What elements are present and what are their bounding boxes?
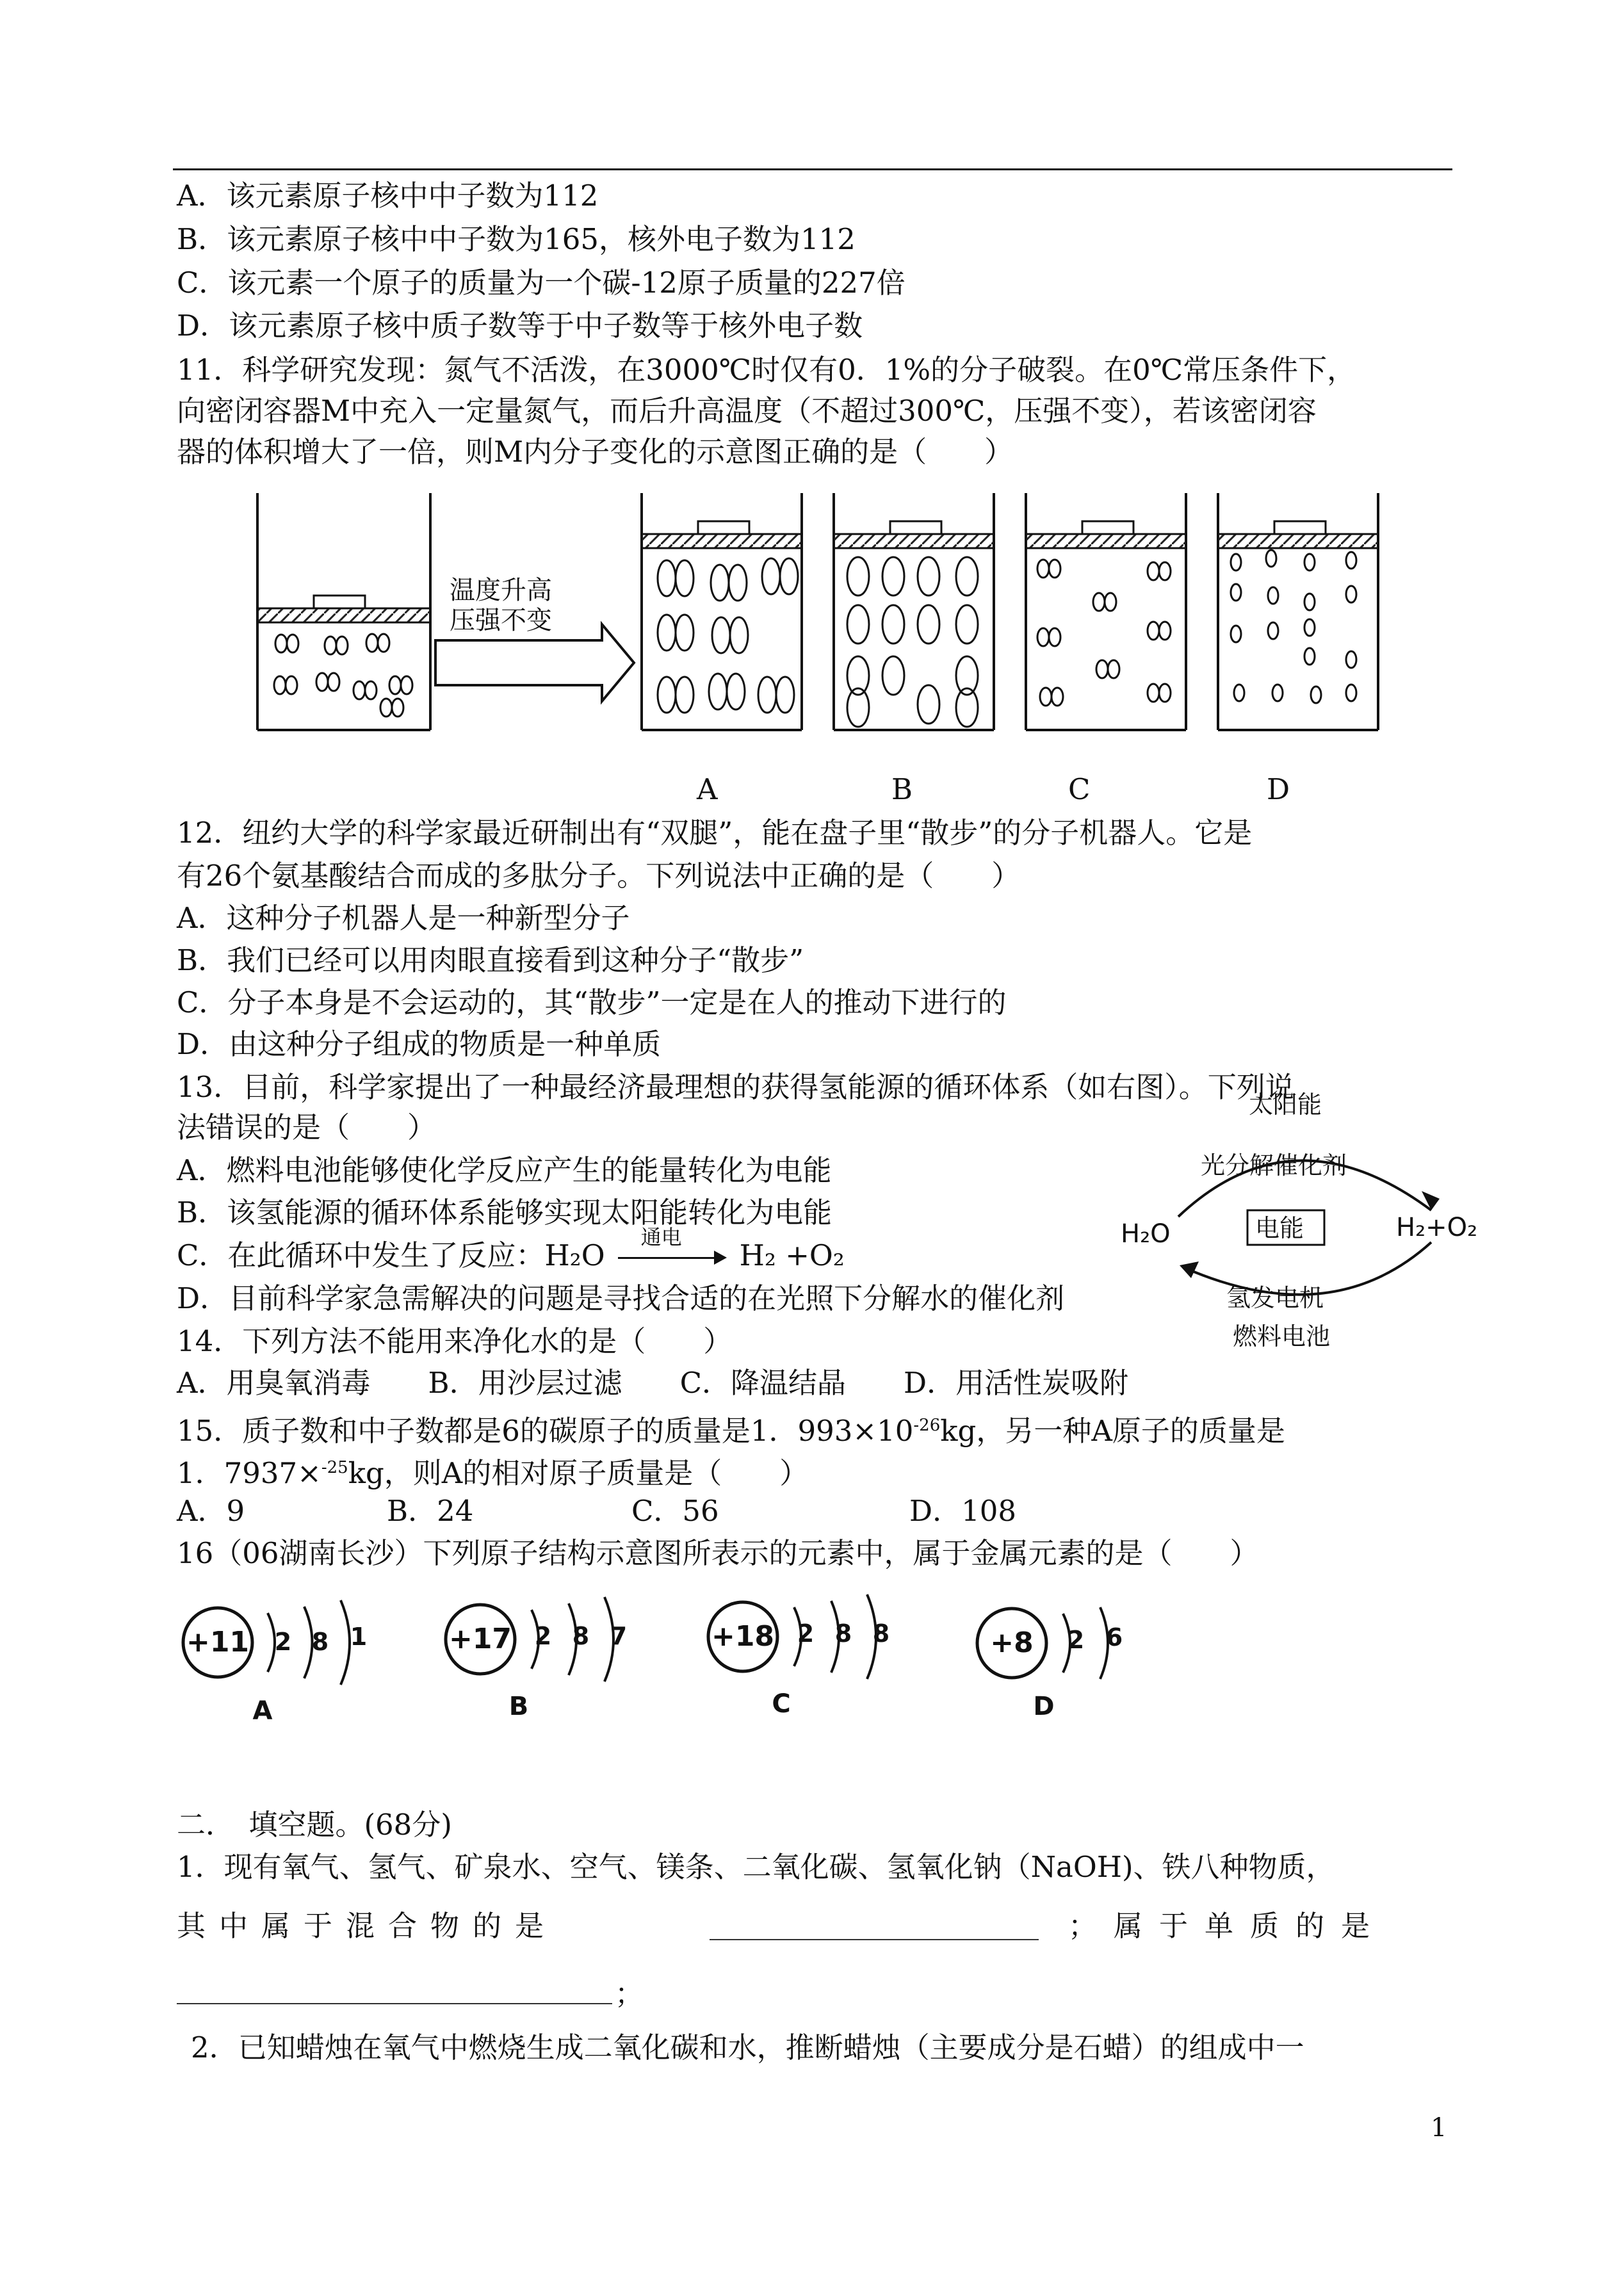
atom-c-nucleus: +18 (711, 1620, 775, 1653)
q15-line1-b: kg，另一种A原子的质量是 (940, 1414, 1285, 1448)
reaction-arrow (618, 1224, 727, 1271)
q14-options: A．用臭氧消毒 B．用沙层过滤 C．降温结晶 D．用活性炭吸附 (177, 1366, 1129, 1400)
q15-line1-sup: -26 (913, 1416, 941, 1435)
q13-option-d: D．目前科学家急需解决的问题是寻找合适的在光照下分解水的催化剂 (177, 1281, 1065, 1315)
sun-label: 太阳能 (1249, 1091, 1322, 1119)
q10-option-b: B．该元素原子核中中子数为165，核外电子数为112 (177, 222, 856, 256)
atom-a-nucleus: +11 (186, 1626, 250, 1658)
q13-stem-2: 法错误的是（ ） (177, 1110, 437, 1144)
atom-d-nucleus: +8 (990, 1626, 1034, 1659)
atom-a (183, 1600, 367, 1726)
q11-molecule-diagram (243, 487, 1396, 756)
q13-stem-1: 13．目前，科学家提出了一种最经济最理想的获得氢能源的循环体系（如右图）。下列说 (177, 1070, 1294, 1104)
reaction-right: H₂ +O₂ (739, 1238, 845, 1272)
q11-stem-3: 器的体积增大了一倍，则M内分子变化的示意图正确的是（ ） (177, 435, 1014, 469)
header-rule (173, 168, 1452, 170)
atom-c-shell-1: 2 (797, 1619, 815, 1648)
q15-option-c: C．56 (631, 1494, 719, 1528)
q11-label-a: A (697, 772, 718, 806)
atom-b-shell-1: 2 (534, 1622, 552, 1650)
atom-a-shell-3: 1 (350, 1623, 368, 1651)
atom-b-shell-3: 7 (610, 1622, 628, 1650)
reaction-condition: 通电 (640, 1224, 682, 1249)
q10-option-c: C．该元素一个原子的质量为一个碳-12原子质量的227倍 (177, 266, 905, 300)
hydrogen-cycle-diagram (1101, 1082, 1498, 1370)
q10-option-a: A．该元素原子核中中子数为112 (177, 179, 599, 213)
catalyst-label: 光分解催化剂 (1201, 1151, 1347, 1180)
q11-label-d: D (1267, 772, 1290, 806)
atom-d-shell-2: 6 (1105, 1623, 1123, 1651)
option-a-container (642, 493, 802, 730)
q15-line2-a: 1．7937× (177, 1456, 321, 1490)
q15-option-d: D．108 (909, 1494, 1016, 1528)
atom-b-nucleus: +17 (448, 1623, 512, 1655)
q12-option-d: D．由这种分子组成的物质是一种单质 (177, 1027, 662, 1061)
atom-structure-diagrams (173, 1588, 1198, 1729)
element-answer-blank[interactable] (177, 2003, 612, 2004)
atom-d-label: D (1033, 1692, 1055, 1721)
q12-stem-1: 12．纽约大学的科学家最近研制出有“双腿”，能在盘子里“散步”的分子机器人。它是 (177, 816, 1253, 850)
q16-stem: 16（06湖南长沙）下列原子结构示意图所表示的元素中，属于金属元素的是（ ） (177, 1536, 1259, 1570)
atom-c-shell-2: 8 (834, 1619, 852, 1648)
q10-option-d: D．该元素原子核中质子数等于中子数等于核外电子数 (177, 309, 863, 343)
mixture-answer-blank[interactable] (710, 1939, 1039, 1940)
q15-line2-b: kg，则A的相对原子质量是（ ） (348, 1456, 809, 1490)
q15-line-1 (177, 1407, 1285, 1449)
water-label: H₂O (1121, 1219, 1171, 1249)
atom-d-shell-1: 2 (1067, 1626, 1085, 1654)
option-d-container (1218, 493, 1378, 730)
q14-stem: 14．下列方法不能用来净化水的是（ ） (177, 1324, 733, 1358)
q12-stem-2: 有26个氨基酸结合而成的多肽分子。下列说法中正确的是（ ） (177, 859, 1021, 893)
q13-option-a: A．燃料电池能够使化学反应产生的能量转化为电能 (177, 1153, 832, 1187)
power-label: 电能 (1255, 1214, 1304, 1242)
products-label: H₂+O₂ (1396, 1213, 1478, 1242)
s2-q1-line-2b: ；属于单质的是 (1068, 1909, 1387, 1943)
generator-label: 氢发电机 (1226, 1284, 1324, 1312)
cell-label: 燃料电池 (1233, 1322, 1331, 1350)
atom-d (977, 1607, 1123, 1721)
s2-q2-line-1: 2．已知蜡烛在氧气中燃烧生成二氧化碳和水，推断蜡烛（主要成分是石蜡）的组成中一 (191, 2031, 1304, 2064)
section2-heading: 二． 填空题。(68分) (177, 1808, 452, 1842)
q13-option-c (177, 1224, 845, 1274)
q12-option-b: B．我们已经可以用肉眼直接看到这种分子“散步” (177, 943, 804, 977)
arrow-text-1: 温度升高 (450, 576, 552, 605)
initial-container (257, 493, 430, 730)
q15-option-b: B．24 (387, 1494, 474, 1528)
q12-option-c: C．分子本身是不会运动的，其“散步”一定是在人的推动下进行的 (177, 985, 1007, 1019)
atom-c-shell-3: 8 (872, 1619, 890, 1648)
q13-option-b: B．该氢能源的循环体系能够实现太阳能转化为电能 (177, 1196, 832, 1229)
s2-q1-line-1: 1．现有氧气、氢气、矿泉水、空气、镁条、二氧化碳、氢氧化钠（NaOH)、铁八种物质， (177, 1850, 1335, 1884)
atom-a-shell-2: 8 (311, 1628, 329, 1656)
atom-b-label: B (508, 1692, 529, 1721)
arrow-text-2: 压强不变 (450, 606, 552, 635)
option-b-container (834, 493, 994, 730)
atom-a-label: A (252, 1696, 273, 1726)
q15-option-a: A．9 (177, 1494, 245, 1528)
atom-c-label: C (772, 1689, 791, 1719)
change-arrow (435, 576, 634, 701)
q15-line-2 (177, 1450, 808, 1491)
option-c-container (1026, 493, 1186, 730)
q11-label-c: C (1068, 772, 1091, 806)
q11-stem-2: 向密闭容器M中充入一定量氮气，而后升高温度（不超过300℃，压强不变），若该密闭容 (177, 394, 1317, 428)
atom-c (708, 1594, 889, 1719)
s2-q1-line-2a: 其中属于混合物的是 (177, 1909, 558, 1943)
q15-line1-a: 15．质子数和中子数都是6的碳原子的质量是1．993×10 (177, 1414, 914, 1448)
q15-line2-sup: -25 (321, 1458, 348, 1477)
s2-q1-line-3: ； (615, 1977, 644, 2011)
atom-b (446, 1597, 627, 1721)
reaction-left: H₂O (544, 1238, 605, 1272)
q11-stem-1: 11．科学研究发现：氮气不活泼，在3000℃时仅有0．1%的分子破裂。在0℃常压条件下， (177, 353, 1356, 387)
atom-a-shell-1: 2 (274, 1628, 292, 1656)
page-number: 1 (1431, 2113, 1447, 2143)
q11-label-b: B (891, 772, 913, 806)
atom-b-shell-2: 8 (572, 1622, 590, 1650)
q12-option-a: A．这种分子机器人是一种新型分子 (177, 901, 630, 935)
q13-option-c-text: C．在此循环中发生了反应： (177, 1238, 545, 1272)
